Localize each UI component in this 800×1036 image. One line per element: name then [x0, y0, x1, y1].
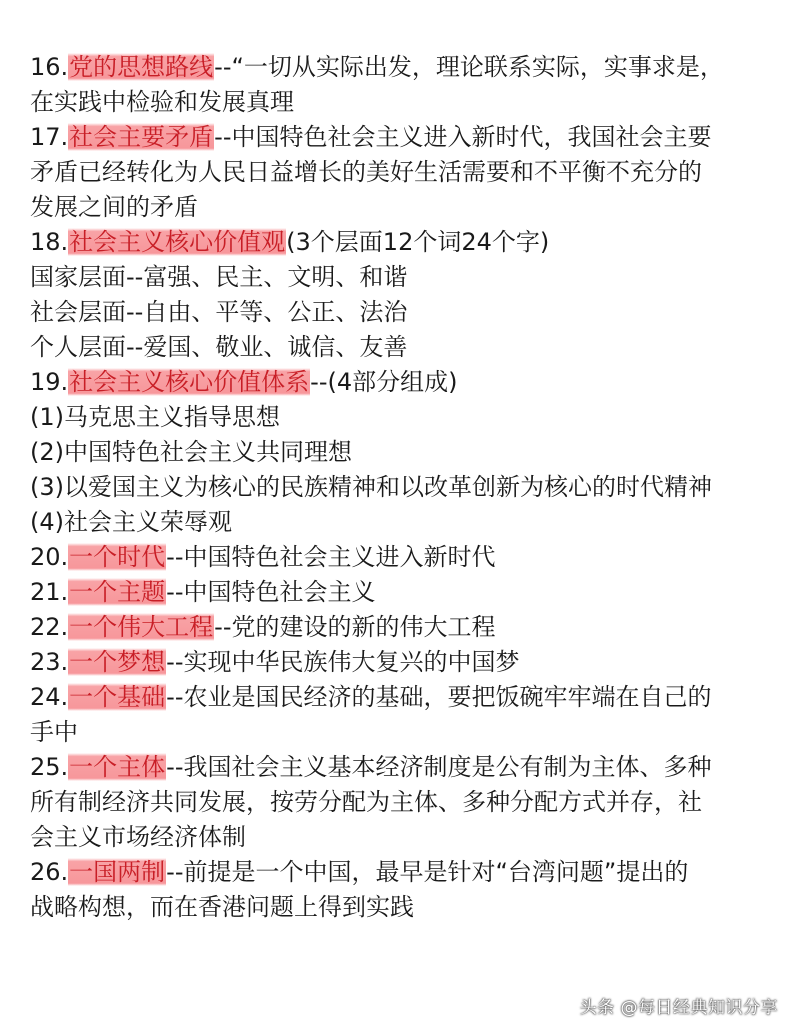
- item-number: 26.: [30, 858, 69, 886]
- item-heading-line: [30, 680, 780, 715]
- highlighted-term: 社会主义核心价值观: [69, 228, 286, 256]
- item-heading-line: [30, 540, 780, 575]
- item-definition: --中国特色社会主义: [166, 578, 376, 606]
- item-continuation-line: 在实践中检验和发展真理: [30, 88, 294, 116]
- item-heading-line: [30, 645, 780, 680]
- item-definition: (3个层面12个词24个字): [286, 228, 550, 256]
- highlighted-term: 一国两制: [69, 858, 166, 886]
- highlighted-term: 一个时代: [69, 543, 166, 571]
- item-continuation-line: 发展之间的矛盾: [30, 193, 198, 221]
- highlighted-term: 一个基础: [69, 683, 166, 711]
- highlighted-term: 一个主题: [69, 578, 166, 606]
- highlighted-term: 一个主体: [69, 753, 166, 781]
- item-number: 18.: [30, 228, 69, 256]
- item-definition: --党的建设的新的伟大工程: [214, 613, 496, 641]
- note-content: [30, 50, 780, 925]
- item-continuation-line: (3)以爱国主义为核心的民族精神和以改革创新为核心的时代精神: [30, 473, 712, 501]
- item-number: 24.: [30, 683, 69, 711]
- item-definition: --我国社会主义基本经济制度是公有制为主体、多种: [166, 753, 712, 781]
- item-continuation-line: 手中: [30, 718, 78, 746]
- item-continuation-line: 战略构想，而在香港问题上得到实践: [30, 893, 414, 921]
- item-number: 20.: [30, 543, 69, 571]
- highlighted-term: 社会主义核心价值体系: [69, 368, 310, 396]
- item-number: 21.: [30, 578, 69, 606]
- item-heading-line: [30, 855, 780, 890]
- item-continuation-line: (1)马克思主义指导思想: [30, 403, 280, 431]
- item-heading-line: [30, 50, 780, 85]
- item-heading-line: [30, 225, 780, 260]
- item-definition: --实现中华民族伟大复兴的中国梦: [166, 648, 520, 676]
- item-definition: --前提是一个中国，最早是针对“台湾问题”提出的: [166, 858, 689, 886]
- item-definition: --农业是国民经济的基础，要把饭碗牢牢端在自己的: [166, 683, 712, 711]
- highlighted-term: 一个梦想: [69, 648, 166, 676]
- item-continuation-line: (2)中国特色社会主义共同理想: [30, 438, 352, 466]
- item-continuation-line: 会主义市场经济体制: [30, 823, 246, 851]
- item-heading-line: [30, 750, 780, 785]
- item-definition: --“一切从实际出发，理论联系实际，实事求是，: [214, 53, 724, 81]
- highlighted-term: 社会主要矛盾: [69, 123, 214, 151]
- item-continuation-line: 矛盾已经转化为人民日益增长的美好生活需要和不平衡不充分的: [30, 158, 702, 186]
- highlighted-term: 党的思想路线: [69, 53, 214, 81]
- item-number: 16.: [30, 53, 69, 81]
- item-number: 25.: [30, 753, 69, 781]
- item-continuation-line: 个人层面--爱国、敬业、诚信、友善: [30, 333, 408, 361]
- item-continuation-line: 所有制经济共同发展，按劳分配为主体、多种分配方式并存，社: [30, 788, 702, 816]
- item-number: 19.: [30, 368, 69, 396]
- item-heading-line: [30, 575, 780, 610]
- highlighted-term: 一个伟大工程: [69, 613, 214, 641]
- item-definition: --中国特色社会主义进入新时代: [166, 543, 496, 571]
- watermark: 头条 @每日经典知识分享: [579, 998, 778, 1018]
- item-number: 17.: [30, 123, 69, 151]
- item-continuation-line: 社会层面--自由、平等、公正、法治: [30, 298, 408, 326]
- item-continuation-line: (4)社会主义荣辱观: [30, 508, 232, 536]
- item-heading-line: [30, 610, 780, 645]
- item-definition: --(4部分组成): [310, 368, 458, 396]
- item-definition: --中国特色社会主义进入新时代，我国社会主要: [214, 123, 712, 151]
- item-number: 22.: [30, 613, 69, 641]
- item-heading-line: [30, 120, 780, 155]
- item-heading-line: [30, 365, 780, 400]
- item-number: 23.: [30, 648, 69, 676]
- item-continuation-line: 国家层面--富强、民主、文明、和谐: [30, 263, 408, 291]
